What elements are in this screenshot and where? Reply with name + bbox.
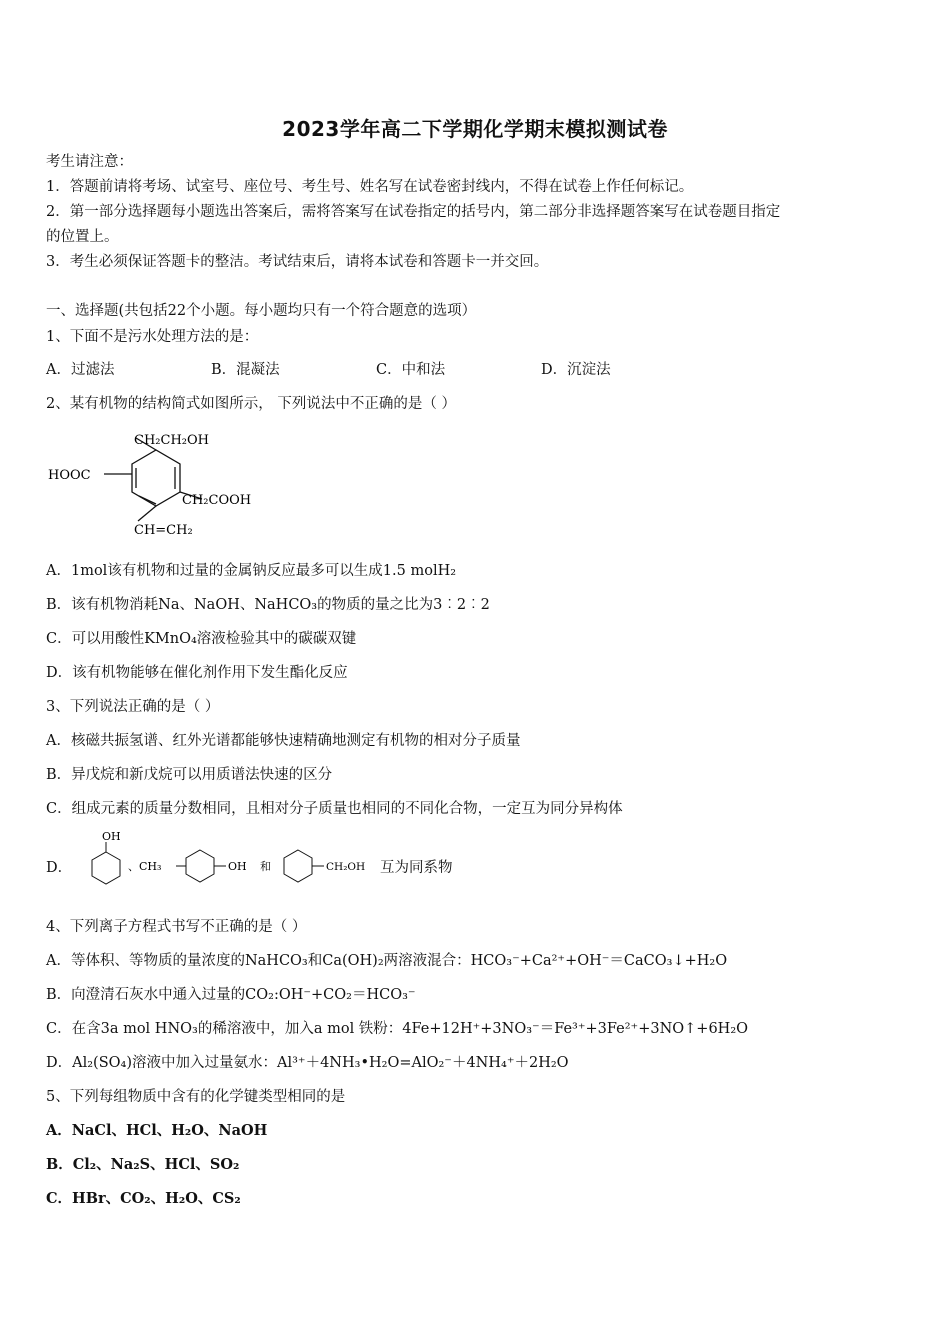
q3-d-cresol-ch3: 、CH₃ bbox=[128, 860, 162, 873]
q5-option-b: B．Cl₂、Na₂S、HCl、SO₂ bbox=[46, 1156, 240, 1173]
notice-item-2-cont: 的位置上。 bbox=[46, 229, 119, 245]
notice-item-2: 2．第一部分选择题每小题选出答案后，需将答案写在试卷指定的括号内，第二部分非选择题答案写在试卷题目指定 bbox=[46, 204, 781, 220]
q1-option-a: A．过滤法 bbox=[46, 362, 115, 378]
q3-stem: 3、下列说法正确的是（ ） bbox=[46, 699, 220, 715]
q2-structure-diagram bbox=[46, 424, 276, 546]
q4-option-b: B．向澄清石灰水中通入过量的CO₂:OH⁻+CO₂＝HCO₃⁻ bbox=[46, 987, 416, 1003]
q5-option-c: C．HBr、CO₂、H₂O、CS₂ bbox=[46, 1190, 241, 1207]
q3-d-cresol-oh: OH bbox=[228, 860, 247, 873]
q4-option-d: D．Al₂(SO₄)溶液中加入过量氨水：Al³⁺＋4NH₃•H₂O=AlO₂⁻＋4NH₄⁺＋2H₂O bbox=[46, 1055, 569, 1071]
q4-stem: 4、下列离子方程式书写不正确的是（ ） bbox=[46, 919, 307, 935]
q3-option-d-prefix: D． bbox=[46, 860, 73, 876]
q1-stem: 1、下面不是污水处理方法的是： bbox=[46, 329, 259, 345]
q3-d-benzyl-ch2oh: CH₂OH bbox=[326, 861, 366, 873]
q3-d-and: 和 bbox=[260, 860, 271, 873]
q2-option-a: A．1mol该有机物和过量的金属钠反应最多可以生成1.5 molH₂ bbox=[46, 563, 457, 579]
q4-option-a: A．等体积、等物质的量浓度的NaHCO₃和Ca(OH)₂两溶液混合：HCO₃⁻+Ca²⁺+OH⁻＝CaCO₃↓+H₂O bbox=[46, 953, 728, 969]
q1-option-c: C．中和法 bbox=[376, 362, 446, 378]
q3-option-d-suffix: 互为同系物 bbox=[380, 860, 453, 876]
q2-option-d: D．该有机物能够在催化剂作用下发生酯化反应 bbox=[46, 665, 348, 681]
q2-option-c: C．可以用酸性KMnO₄溶液检验其中的碳碳双键 bbox=[46, 631, 357, 647]
q2-left-group: HOOC bbox=[48, 468, 91, 483]
notice-heading: 考生请注意： bbox=[46, 154, 133, 170]
q1-options bbox=[46, 360, 611, 380]
q3-option-c: C．组成元素的质量分数相同，且相对分子质量也相同的不同化合物，一定互为同分异构体 bbox=[46, 801, 623, 817]
notice-item-1: 1．答题前请将考场、试室号、座位号、考生号、姓名写在试卷密封线内，不得在试卷上作任何标记。 bbox=[46, 179, 694, 195]
section-heading: 一、选择题(共包括22个小题。每小题均只有一个符合题意的选项） bbox=[46, 303, 477, 319]
q2-right-group: CH₂COOH bbox=[182, 493, 252, 508]
q2-stem: 2、某有机物的结构简式如图所示， 下列说法中不正确的是（ ） bbox=[46, 396, 456, 412]
q1-option-d: D．沉淀法 bbox=[541, 362, 611, 378]
q2-bottom-group: CH=CH₂ bbox=[134, 523, 193, 538]
q2-option-b: B．该有机物消耗Na、NaOH、NaHCO₃的物质的量之比为3︰2︰2 bbox=[46, 597, 490, 613]
q3-option-b: B．异戊烷和新戊烷可以用质谱法快速的区分 bbox=[46, 767, 333, 783]
q3-d-phenol-oh: OH bbox=[102, 830, 121, 843]
q3-option-d-structures bbox=[76, 828, 386, 890]
q3-option-a: A．核磁共振氢谱、红外光谱都能够快速精确地测定有机物的相对分子质量 bbox=[46, 733, 521, 749]
q4-option-c: C．在含3a mol HNO₃的稀溶液中，加入a mol 铁粉：4Fe+12H⁺+3NO₃⁻＝Fe³⁺+3Fe²⁺+3NO↑+6H₂O bbox=[46, 1021, 749, 1037]
q2-top-group: CH₂CH₂OH bbox=[134, 433, 209, 448]
q1-option-b: B．混凝法 bbox=[211, 362, 280, 378]
page-title: 2023学年高二下学期化学期末模拟测试卷 bbox=[282, 117, 668, 141]
notice-item-3: 3．考生必须保证答题卡的整洁。考试结束后，请将本试卷和答题卡一并交回。 bbox=[46, 254, 549, 270]
q5-option-a: A．NaCl、HCl、H₂O、NaOH bbox=[46, 1122, 268, 1139]
q5-stem: 5、下列每组物质中含有的化学键类型相同的是 bbox=[46, 1089, 346, 1105]
